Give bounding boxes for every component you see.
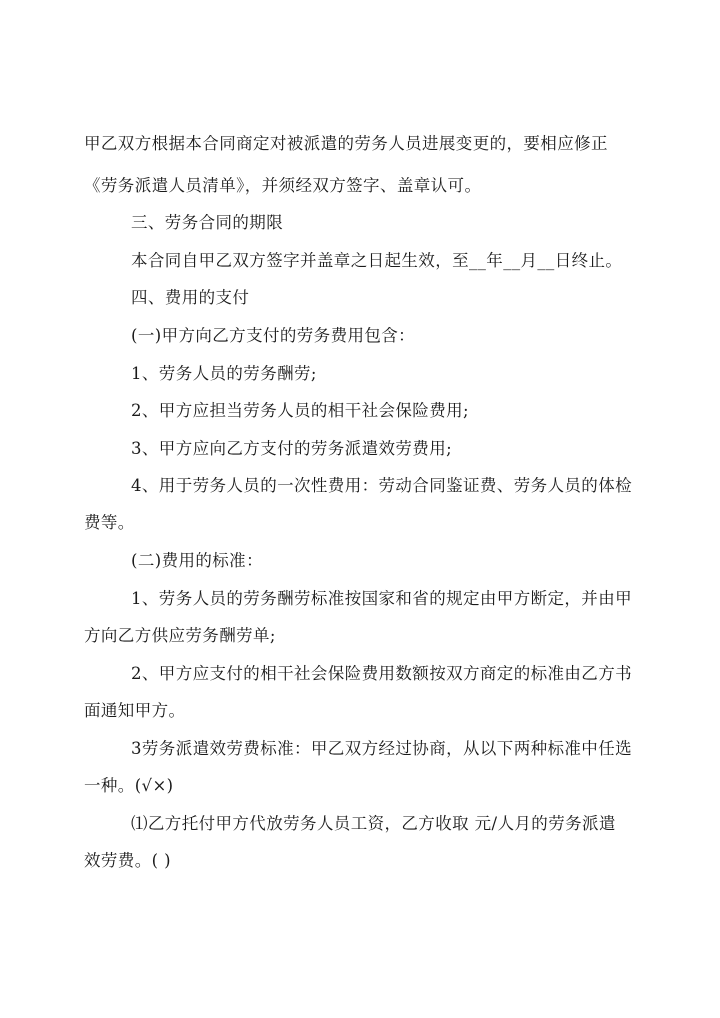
list-item: 4、用于劳务人员的一次性费用：劳动合同鉴证费、劳务人员的体检: [131, 476, 632, 495]
list-item: 3劳务派遣效劳费标准：甲乙双方经过协商，从以下两种标准中任选: [131, 739, 632, 758]
paragraph-line: 甲乙双方根据本合同商定对被派遣的劳务人员进展变更的，要相应修正: [84, 134, 608, 153]
list-item-continuation: 面通知甲方。: [84, 701, 186, 720]
list-item-continuation: 效劳费。( ): [84, 851, 171, 870]
list-item: 1、劳务人员的劳务酬劳;: [131, 364, 317, 383]
section-heading: 三、劳务合同的期限: [131, 213, 284, 232]
section-heading: 四、费用的支付: [131, 288, 250, 307]
paragraph-line: 《劳务派遣人员清单》，并须经双方签字、盖章认可。: [84, 176, 482, 195]
list-item-continuation: 费等。: [84, 513, 135, 532]
list-item-continuation: 一种。(√×): [84, 776, 174, 795]
list-item: 2、甲方应担当劳务人员的相干社会保险费用;: [131, 401, 469, 420]
subsection-heading: (一)甲方向乙方支付的劳务费用包含：: [131, 326, 416, 345]
list-item-continuation: 方向乙方供应劳务酬劳单;: [84, 626, 276, 645]
paragraph-line: 本合同自甲乙双方签字并盖章之日起生效，至__年__月__日终止。: [131, 251, 623, 270]
list-item: ⑴乙方托付甲方代放劳务人员工资，乙方收取 元/人月的劳务派遣: [131, 814, 616, 833]
subsection-heading: (二)费用的标准：: [131, 551, 263, 570]
list-item: 1、劳务人员的劳务酬劳标准按国家和省的规定由甲方断定，并由甲: [131, 589, 632, 608]
list-item: 2、甲方应支付的相干社会保险费用数额按双方商定的标准由乙方书: [131, 664, 632, 683]
list-item: 3、甲方应向乙方支付的劳务派遣效劳费用;: [131, 439, 453, 458]
